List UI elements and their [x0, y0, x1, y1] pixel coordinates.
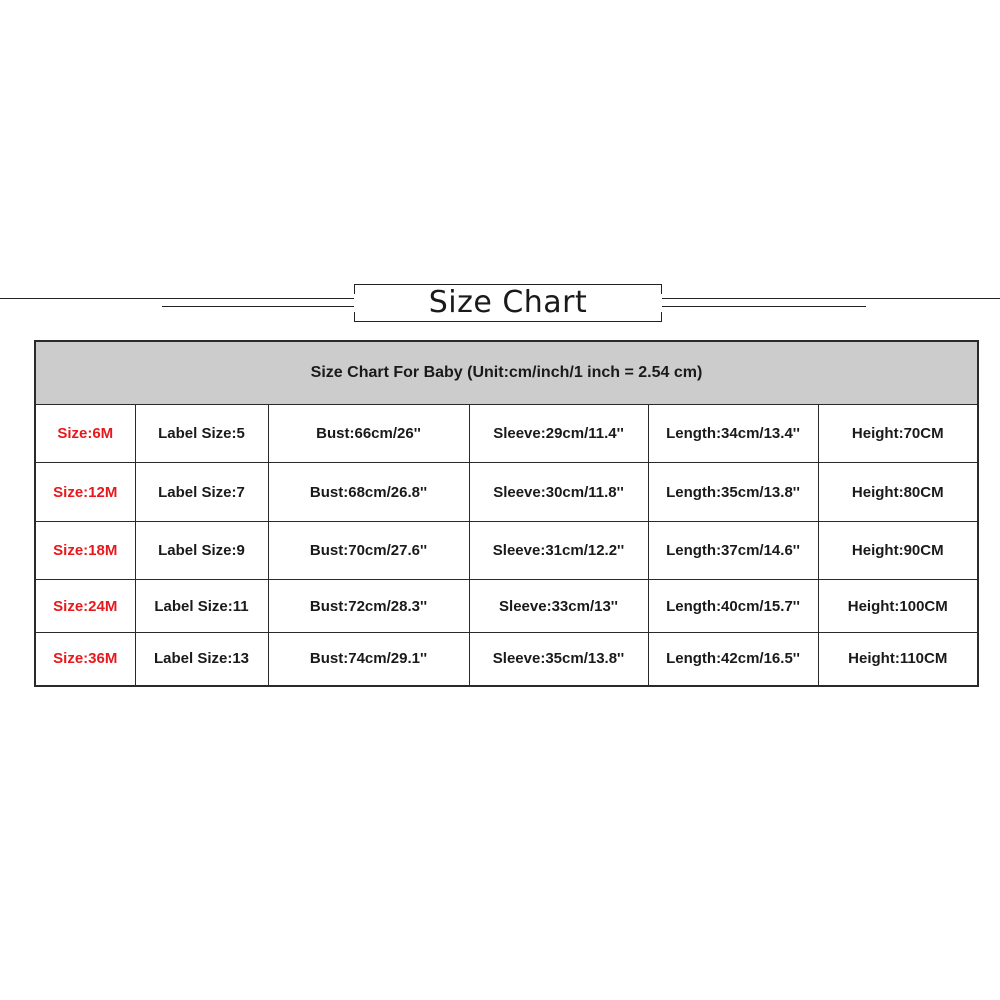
size-cell: Size:36M — [35, 633, 135, 686]
sleeve-cell: Sleeve:30cm/11.8'' — [469, 463, 648, 522]
table-header-row — [35, 341, 978, 405]
bust-cell: Bust:66cm/26'' — [268, 405, 469, 463]
length-cell: Length:37cm/14.6'' — [648, 522, 818, 580]
label-size-cell: Label Size:9 — [135, 522, 268, 580]
size-cell: Size:18M — [35, 522, 135, 580]
label-size-cell: Label Size:13 — [135, 633, 268, 686]
title-rule-right-short — [662, 306, 866, 307]
label-size-cell: Label Size:5 — [135, 405, 268, 463]
length-cell: Length:34cm/13.4'' — [648, 405, 818, 463]
length-cell: Length:35cm/13.8'' — [648, 463, 818, 522]
bust-cell: Bust:74cm/29.1'' — [268, 633, 469, 686]
length-cell: Length:42cm/16.5'' — [648, 633, 818, 686]
bust-cell: Bust:70cm/27.6'' — [268, 522, 469, 580]
title-rule-left-short — [162, 306, 354, 307]
page-title: Size Chart — [428, 285, 588, 320]
height-cell: Height:70CM — [818, 405, 978, 463]
table-row — [35, 405, 978, 463]
bust-cell: Bust:72cm/28.3'' — [268, 580, 469, 633]
sleeve-cell: Sleeve:35cm/13.8'' — [469, 633, 648, 686]
table-row — [35, 463, 978, 522]
size-cell: Size:12M — [35, 463, 135, 522]
label-size-cell: Label Size:7 — [135, 463, 268, 522]
table-row — [35, 522, 978, 580]
size-cell: Size:24M — [35, 580, 135, 633]
table-row — [35, 633, 978, 686]
title-rule-left-long — [0, 298, 354, 299]
height-cell: Height:110CM — [818, 633, 978, 686]
size-cell: Size:6M — [35, 405, 135, 463]
length-cell: Length:40cm/15.7'' — [648, 580, 818, 633]
size-table — [34, 340, 979, 687]
sleeve-cell: Sleeve:29cm/11.4'' — [469, 405, 648, 463]
sleeve-cell: Sleeve:33cm/13'' — [469, 580, 648, 633]
table-caption: Size Chart For Baby (Unit:cm/inch/1 inch = 2.54 cm) — [35, 341, 978, 405]
bust-cell: Bust:68cm/26.8'' — [268, 463, 469, 522]
height-cell: Height:90CM — [818, 522, 978, 580]
label-size-cell: Label Size:11 — [135, 580, 268, 633]
sleeve-cell: Sleeve:31cm/12.2'' — [469, 522, 648, 580]
height-cell: Height:100CM — [818, 580, 978, 633]
height-cell: Height:80CM — [818, 463, 978, 522]
table-row — [35, 580, 978, 633]
title-rule-right-long — [662, 298, 1000, 299]
title-frame — [354, 284, 662, 322]
